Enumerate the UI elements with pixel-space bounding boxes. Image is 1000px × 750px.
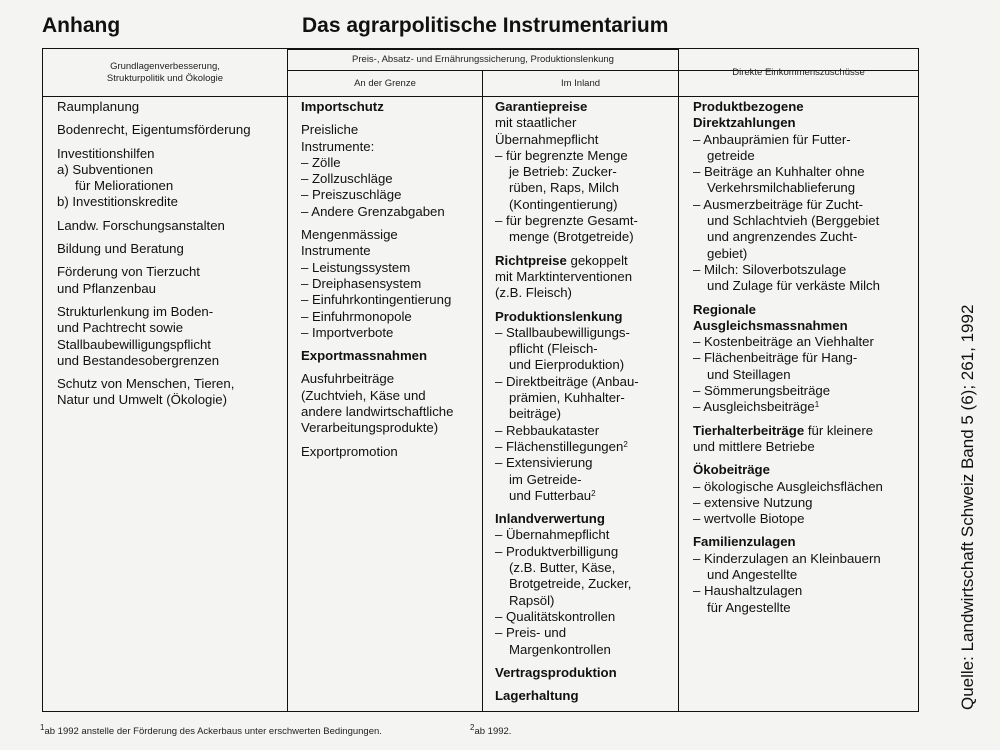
dash-item: – Importverbote [301, 324, 394, 340]
regionale-block [693, 302, 919, 416]
dash-item: – Sömmerungsbeiträge [693, 383, 831, 399]
list-item [57, 376, 285, 409]
list-item [57, 304, 285, 369]
oekobeitraege-title: Ökobeiträge [693, 462, 770, 478]
list-item-continuation: für Meliorationen [75, 178, 174, 194]
item-text: für begrenzte Menge [506, 147, 628, 163]
dash-item: – Extensivierung im Getreide- und Futterbau$^2$ [495, 455, 596, 503]
familienzulagen-block [693, 534, 919, 615]
tierhalter-title: Tierhalterbeiträge [693, 422, 805, 438]
item-text: Anbauprämien für Futter- [703, 131, 851, 147]
garantiepreise-title: Garantiepreise [495, 99, 588, 114]
header-col1-line1: Grundlagenverbesserung, [110, 60, 220, 72]
item-text: Zollzuschläge [312, 171, 393, 187]
text-line: Instrumente: [301, 138, 375, 154]
item-text: extensive Nutzung [704, 494, 813, 510]
col-divider-3 [678, 49, 679, 711]
item-text: gebiet) [707, 245, 748, 261]
item-text: Ausgleichsbeiträge [703, 399, 815, 415]
dash-item: – wertvolle Biotope [693, 511, 805, 527]
dash-item: – Rebbaukataster [495, 422, 600, 438]
footnote-ref: 1 [814, 400, 820, 410]
dash-item: – Anbauprämien für Futter- getreide [693, 131, 851, 163]
item-text: für Angestellte [707, 599, 791, 615]
exportmassnahmen-title: Exportmassnahmen [301, 348, 428, 364]
dash-item: – Einfuhrkontingentierung [301, 292, 452, 308]
item-text: Haushaltzulagen [704, 583, 803, 599]
item-text: Importverbote [312, 324, 394, 340]
instrument-table [42, 48, 919, 712]
item-text: je Betrieb: Zucker- [509, 164, 617, 180]
item-text: und Steillagen [707, 366, 791, 382]
item-text: wertvolle Biotope [704, 511, 805, 527]
dash-item: – Preis- und Margenkontrollen [495, 625, 611, 657]
exportpromotion: Exportpromotion [301, 443, 398, 459]
column-einkommen [693, 99, 919, 623]
text-line: Ausfuhrbeiträge [301, 371, 395, 387]
item-text: Preis- und [506, 625, 567, 641]
vertragsproduktion-title: Vertragsproduktion [495, 664, 617, 680]
investitionshilfen-block [57, 146, 285, 211]
list-item: b) Investitionskredite [57, 194, 178, 210]
item-text: Direktbeiträge (Anbau- [506, 373, 639, 389]
item-text: Verkehrsmilchablieferung [707, 180, 856, 196]
richtpreise-title: Richtpreise [495, 252, 567, 268]
footnote-text: ab 1992. [474, 726, 512, 737]
dash-item: – ökologische Ausgleichsflächen [693, 478, 883, 494]
text-line: Stallbaubewilligungspflicht [57, 336, 211, 352]
produktionslenkung-block [495, 309, 677, 505]
section-label: Anhang [42, 14, 121, 37]
text-line: (z.B. Fleisch) [495, 285, 572, 301]
produktbezogene-title-2: Direktzahlungen [693, 115, 796, 131]
text-line: Förderung von Tierzucht [57, 264, 200, 280]
item-text: Zölle [312, 154, 341, 170]
dash-item: – Produktverbilligung (z.B. Butter, Käse, Brotgetreide, Zucker, Rapsöl) [495, 543, 632, 608]
familienzulagen-title: Familienzulagen [693, 534, 796, 550]
inlandverwertung-block [495, 511, 677, 658]
item-text: Andere Grenzabgaben [311, 203, 445, 219]
dash-item: – Stallbaubewilligungs- pflicht (Fleisch- und Eierproduktion) [495, 324, 630, 373]
item-text: Kinderzulagen an Kleinbauern [704, 550, 881, 566]
dash-item: – Qualitätskontrollen [495, 608, 616, 624]
text-line: mit staatlicher [495, 115, 577, 131]
regionale-title: Regionale [693, 301, 757, 317]
lagerhaltung-title: Lagerhaltung [495, 688, 579, 704]
item-text: Übernahmepflicht [506, 527, 610, 543]
column-grenze [301, 99, 481, 467]
dash-item: – Direktbeiträge (Anbau- prämien, Kuhhalter- beiträge) [495, 373, 639, 422]
text-line: Übernahmepflicht [495, 131, 599, 147]
dash-item: – Übernahmepflicht [495, 527, 610, 543]
produktbezogene-title: Produktbezogene [693, 99, 804, 114]
item-text: für begrenzte Gesamt- [506, 213, 638, 229]
header-bottom-rule [43, 96, 918, 97]
text-line: Strukturlenkung im Boden- [57, 303, 214, 319]
footnote-text: ab 1992 anstelle der Förderung des Ackerbaus unter erschwerten Bedingungen. [44, 726, 382, 737]
text-line: und Pachtrecht sowie [57, 320, 184, 336]
item-text: prämien, Kuhhalter- [509, 390, 625, 406]
item-text: Qualitätskontrollen [506, 608, 616, 624]
item-text: Kostenbeiträge an Viehhalter [704, 334, 874, 350]
header-col-grundlagen [43, 49, 287, 96]
importschutz-title: Importschutz [301, 99, 384, 114]
item-text: Beiträge an Kuhhalter ohne [704, 164, 865, 180]
footnote-ref: 2 [623, 439, 628, 449]
mengenmaessige-instrumente [301, 227, 481, 341]
dash-item: – Flächenstillegungen$^2$ [495, 438, 628, 454]
footnote-mark: 1 [40, 723, 45, 732]
item-text: menge (Brotgetreide) [509, 229, 634, 245]
richtpreise-block [495, 253, 677, 302]
text-line: und Bestandesobergrenzen [57, 352, 220, 368]
dash-item: – Leistungssystem [301, 259, 411, 275]
item-text: und angrenzendes Zucht- [707, 229, 858, 245]
text-line: Instrumente [301, 243, 371, 259]
item-text: Sömmerungsbeiträge [704, 383, 831, 399]
column-inland [495, 99, 677, 711]
dash-item: – Preiszuschläge [301, 187, 402, 203]
text-line: Verarbeitungsprodukte) [301, 420, 439, 436]
text-line: und mittlere Betriebe [693, 438, 815, 454]
item-text: Leistungssystem [312, 259, 411, 275]
item-text: und Angestellte [707, 567, 798, 583]
col-divider-2 [482, 70, 483, 711]
list-item: Landw. Forschungsanstalten [57, 217, 225, 233]
tierhalter-block [693, 423, 919, 456]
item-text: Flächenstillegungen [506, 438, 624, 454]
text-line: andere landwirtschaftliche [301, 404, 454, 420]
garantiepreise-block [495, 99, 677, 246]
dash-item: – Andere Grenzabgaben [301, 203, 445, 219]
dash-item: – Dreiphasensystem [301, 275, 422, 291]
item-text: und Futterbau [509, 487, 592, 503]
item-text: getreide [707, 147, 755, 163]
footnote-ref: 2 [591, 488, 596, 498]
header-col-grenze: An der Grenze [354, 77, 416, 89]
list-item [57, 264, 285, 297]
item-text: im Getreide- [509, 471, 582, 487]
dash-item: – Ausmerzbeiträge für Zucht- und Schlachtvieh (Berggebiet und angrenzendes Zucht- gebiet) [693, 196, 880, 261]
dash-item: – Kostenbeiträge an Viehhalter [693, 334, 874, 350]
item-text: Rapsöl) [509, 592, 555, 608]
dash-item: – Ausgleichsbeiträge$^1$ [693, 399, 820, 415]
item-text: Ausmerzbeiträge für Zucht- [703, 196, 864, 212]
footnote-1 [40, 723, 382, 737]
regionale-title-2: Ausgleichsmassnahmen [693, 317, 848, 333]
item-text: Dreiphasensystem [312, 275, 422, 291]
text-line [693, 423, 919, 439]
item-text: Rebbaukataster [506, 422, 600, 438]
item-text: (z.B. Butter, Käse, [509, 560, 616, 576]
produktbezogene-block [693, 99, 919, 295]
header-col1-line2: Strukturpolitik und Ökologie [106, 72, 224, 84]
dash-item: – für begrenzte Gesamt- menge (Brotgetreide) [495, 213, 638, 245]
item-text: pflicht (Fleisch- [509, 341, 598, 357]
list-item: a) Subventionen [57, 161, 154, 177]
text-line: Natur und Umwelt (Ökologie) [57, 392, 228, 408]
dash-item: – Zölle [301, 154, 341, 170]
item-text: Brotgetreide, Zucker, [509, 576, 632, 592]
text-line: und Pflanzenbau [57, 280, 156, 296]
item-text: ökologische Ausgleichsflächen [704, 478, 883, 494]
item-text: Produktverbilligung [506, 543, 619, 559]
text-line: Mengenmässige [301, 227, 398, 243]
dash-item: – Einfuhrmonopole [301, 308, 412, 324]
list-item: Raumplanung [57, 99, 140, 114]
investitionshilfen-title: Investitionshilfen [57, 145, 155, 161]
column-grundlagen [57, 99, 285, 416]
dash-item: – Beiträge an Kuhhalter ohne Verkehrsmilchablieferung [693, 164, 865, 196]
inlandverwertung-title: Inlandverwertung [495, 511, 605, 527]
item-text: Preiszuschläge [312, 187, 402, 203]
page-title: Das agrarpolitische Instrumentarium [302, 14, 669, 37]
list-item: Bodenrecht, Eigentumsförderung [57, 122, 251, 138]
dash-item: – Zollzuschläge [301, 171, 393, 187]
dash-item: – Milch: Siloverbotszulage und Zulage für verkäste Milch [693, 261, 880, 294]
dash-item: – Flächenbeiträge für Hang- und Steillagen [693, 350, 858, 382]
list-item: Bildung und Beratung [57, 241, 184, 257]
ausfuhrbeitraege [301, 371, 481, 436]
col-divider-1 [287, 49, 288, 711]
item-text: für kleinere [804, 422, 874, 438]
oekobeitraege-block [693, 462, 919, 527]
item-text: rüben, Raps, Milch [509, 180, 619, 196]
text-line: (Zuchtvieh, Käse und [301, 387, 426, 403]
preisliche-instrumente [301, 122, 481, 220]
item-text: Stallbaubewilligungs- [506, 324, 630, 340]
item-text: Milch: Siloverbotszulage [704, 261, 847, 277]
item-text: und Zulage für verkäste Milch [707, 278, 880, 294]
footnote-mark: 2 [470, 723, 475, 732]
header-col-einkommen: Direkte Einkommenszuschüsse [732, 66, 865, 78]
item-text: Extensivierung [506, 455, 593, 471]
text-line: Schutz von Menschen, Tieren, [57, 376, 235, 392]
header-group-preis: Preis-, Absatz- und Ernährungssicherung, Produktionslenkung [352, 53, 614, 65]
footnote-2 [470, 723, 512, 737]
produktionslenkung-title: Produktionslenkung [495, 308, 623, 324]
text-line: mit Marktinterventionen [495, 268, 633, 284]
item-text: und Eierproduktion) [509, 357, 625, 373]
dash-item: – für begrenzte Menge je Betrieb: Zucker- rüben, Raps, Milch (Kontingentierung) [495, 147, 628, 212]
header-col-inland: Im Inland [560, 77, 601, 89]
item-text: Einfuhrmonopole [312, 308, 412, 324]
item-text: und Schlachtvieh (Berggebiet [707, 213, 880, 229]
item-text: Einfuhrkontingentierung [312, 292, 452, 308]
item-text: (Kontingentierung) [509, 196, 618, 212]
text-line [495, 253, 677, 269]
item-text: beiträge) [509, 406, 562, 422]
source-citation: Quelle: Landwirtschaft Schweiz Band 5 (6); 261, 1992 [958, 304, 977, 710]
text-line: Preisliche [301, 122, 359, 138]
item-text: gekoppelt [566, 252, 628, 268]
dash-item: – extensive Nutzung [693, 494, 813, 510]
item-text: Flächenbeiträge für Hang- [704, 350, 858, 366]
item-text: Margenkontrollen [509, 641, 611, 657]
dash-item: – Kinderzulagen an Kleinbauern und Angestellte [693, 550, 881, 583]
dash-item: – Haushaltzulagen für Angestellte [693, 583, 803, 615]
